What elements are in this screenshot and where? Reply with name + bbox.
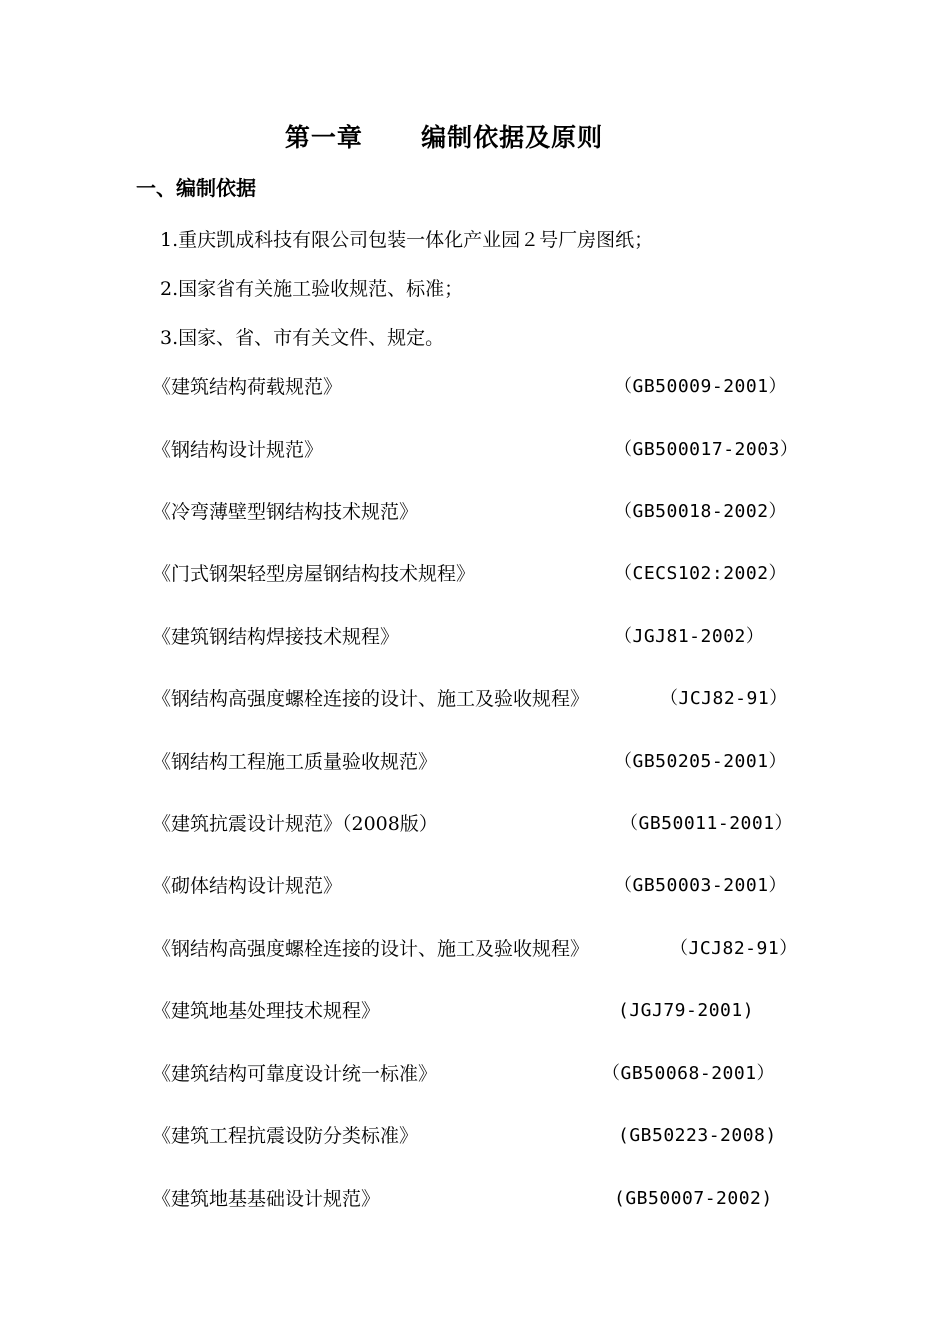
standard-code: （GB50009-2001） bbox=[614, 376, 788, 397]
standard-row bbox=[152, 557, 832, 591]
standard-row bbox=[152, 433, 832, 467]
standard-name: 《门式钢架轻型房屋钢结构技术规程》 bbox=[152, 563, 476, 585]
standard-name: 《钢结构工程施工质量验收规范》 bbox=[152, 751, 438, 773]
standard-row bbox=[152, 620, 832, 654]
basis-item: 2.国家省有关施工验收规范、标准； bbox=[160, 278, 464, 300]
standard-code: (GB50007-2002) bbox=[614, 1188, 773, 1209]
standard-name: 《冷弯薄壁型钢结构技术规范》 bbox=[152, 501, 419, 523]
standard-name: 《建筑结构可靠度设计统一标准》 bbox=[152, 1063, 438, 1085]
standard-code: （GB50011-2001） bbox=[620, 813, 794, 834]
standard-code: （JGJ81-2002） bbox=[614, 626, 765, 647]
standard-name: 《建筑钢结构焊接技术规程》 bbox=[152, 626, 400, 648]
basis-item: 3.国家、省、市有关文件、规定。 bbox=[160, 327, 445, 349]
standard-name: 《建筑地基处理技术规程》 bbox=[152, 1000, 381, 1022]
standard-code: (JGJ79-2001) bbox=[618, 1000, 755, 1021]
standard-name: 《砌体结构设计规范》 bbox=[152, 875, 343, 897]
section-heading: 一、编制依据 bbox=[136, 176, 256, 200]
standard-row bbox=[152, 745, 832, 779]
standard-code: （GB50018-2002） bbox=[614, 501, 788, 522]
standard-code: （GB50003-2001） bbox=[614, 875, 788, 896]
standard-name: 《钢结构高强度螺栓连接的设计、施工及验收规程》 bbox=[152, 938, 590, 960]
standard-name: 《钢结构设计规范》 bbox=[152, 439, 324, 461]
standard-code: （GB50068-2001） bbox=[602, 1063, 776, 1084]
standard-row bbox=[152, 682, 832, 716]
standard-name: 《建筑抗震设计规范》（2008版） bbox=[152, 813, 438, 835]
standard-code: （GB500017-2003） bbox=[614, 439, 799, 460]
standard-row bbox=[152, 869, 832, 903]
standard-name: 《建筑结构荷载规范》 bbox=[152, 376, 343, 398]
basis-item: 1.重庆凯成科技有限公司包装一体化产业园２号厂房图纸； bbox=[160, 229, 654, 251]
standard-code: （GB50205-2001） bbox=[614, 751, 788, 772]
standard-name: 《建筑工程抗震设防分类标准》 bbox=[152, 1125, 419, 1147]
standard-name: 《建筑地基基础设计规范》 bbox=[152, 1188, 381, 1210]
standard-row bbox=[152, 1119, 832, 1153]
standard-code: (GB50223-2008) bbox=[618, 1125, 777, 1146]
standard-row bbox=[152, 807, 832, 841]
chapter-title: 第一章 编制依据及原则 bbox=[284, 123, 604, 152]
standard-code: （JCJ82-91） bbox=[670, 938, 798, 959]
standard-name: 《钢结构高强度螺栓连接的设计、施工及验收规程》 bbox=[152, 688, 590, 710]
standard-row bbox=[152, 1182, 832, 1216]
standard-row bbox=[152, 932, 832, 966]
standard-code: （CECS102:2002） bbox=[614, 563, 788, 584]
standard-row bbox=[152, 994, 832, 1028]
standard-code: （JCJ82-91） bbox=[660, 688, 788, 709]
standard-row bbox=[152, 370, 832, 404]
standard-row bbox=[152, 1057, 832, 1091]
standard-row bbox=[152, 495, 832, 529]
